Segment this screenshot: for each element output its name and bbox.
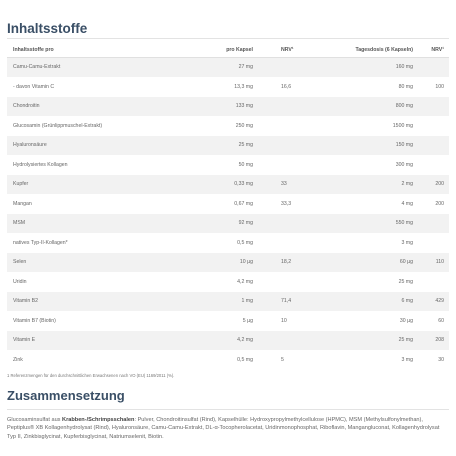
cell-name: MSM — [13, 220, 26, 227]
cell-nrv-daily: 429 — [435, 298, 444, 305]
cell-per-capsule: 250 mg — [235, 122, 253, 129]
table-row — [7, 273, 449, 293]
header-name: Inhaltsstoffe pro — [13, 46, 54, 53]
composition-title: Zusammensetzung — [7, 388, 125, 403]
table-row — [7, 175, 449, 195]
table-row — [7, 156, 449, 176]
cell-nrv-daily: 110 — [435, 259, 444, 266]
cell-nrv-capsule: 10 — [281, 317, 287, 324]
cell-nrv-capsule: 18,2 — [281, 259, 292, 266]
table-row — [7, 234, 449, 254]
cell-name: Zink — [13, 356, 23, 363]
cell-nrv-daily: 60 — [438, 317, 444, 324]
ingredients-table — [7, 42, 449, 370]
cell-per-capsule: 13,3 mg — [234, 83, 253, 90]
cell-daily-dose: 800 mg — [395, 103, 413, 110]
cell-name: Hyaluronsäure — [13, 142, 47, 149]
footnote: 1 Referenzmengen für den durchschnittlichen Erwachsenen nach VO (EU) 1169/2011 (%). — [7, 373, 175, 378]
cell-per-capsule: 27 mg — [238, 64, 253, 71]
cell-nrv-capsule: 33,3 — [281, 200, 292, 207]
cell-name: Chondroitin — [13, 103, 40, 110]
table-row — [7, 58, 449, 78]
cell-name: Vitamin E — [13, 337, 36, 344]
cell-name: Hydrolysiertes Kollagen — [13, 161, 68, 168]
table-header-row — [7, 42, 449, 58]
cell-nrv-capsule: 5 — [281, 356, 284, 363]
cell-per-capsule: 25 mg — [238, 142, 253, 149]
table-row — [7, 136, 449, 156]
cell-daily-dose: 150 mg — [395, 142, 413, 149]
cell-name: natives Typ-II-Kollagen* — [13, 239, 68, 246]
cell-per-capsule: 133 mg — [235, 103, 253, 110]
composition-bold: Krabben-/Schrimpsschalen — [62, 417, 135, 423]
cell-name: Kupfer — [13, 181, 29, 188]
cell-name: Vitamin B7 (Biotin) — [13, 317, 56, 324]
cell-name: Glucosamin (Grünlippmuschel-Extrakt) — [13, 122, 103, 129]
cell-daily-dose: 3 mg — [401, 356, 413, 363]
cell-daily-dose: 80 mg — [398, 83, 413, 90]
composition-divider — [7, 409, 449, 410]
cell-per-capsule: 4,2 mg — [237, 278, 253, 285]
cell-name: Uridin — [13, 278, 27, 285]
cell-nrv-daily: 100 — [435, 83, 444, 90]
cell-name: Camu-Camu-Extrakt — [13, 64, 61, 71]
cell-daily-dose: 1500 mg — [392, 122, 413, 129]
table-row — [7, 97, 449, 117]
cell-per-capsule: 0,33 mg — [234, 181, 253, 188]
composition-text — [7, 416, 447, 441]
header-daily-dose: Tagesdosis (6 Kapseln) — [355, 46, 413, 53]
composition-prefix: Glucosaminsulfat aus — [7, 417, 63, 423]
cell-daily-dose: 25 mg — [398, 278, 413, 285]
cell-daily-dose: 60 µg — [399, 259, 413, 266]
cell-per-capsule: 92 mg — [238, 220, 253, 227]
cell-daily-dose: 2 mg — [401, 181, 413, 188]
cell-name: Mangan — [13, 200, 32, 207]
cell-daily-dose: 160 mg — [395, 64, 413, 71]
table-row — [7, 292, 449, 312]
cell-nrv-daily: 200 — [435, 200, 444, 207]
cell-name: - davon Vitamin C — [13, 83, 55, 90]
cell-per-capsule: 0,5 mg — [237, 356, 253, 363]
cell-per-capsule: 0,67 mg — [234, 200, 253, 207]
table-row — [7, 253, 449, 273]
cell-per-capsule: 1 mg — [241, 298, 253, 305]
cell-per-capsule: 10 µg — [239, 259, 253, 266]
table-row — [7, 214, 449, 234]
cell-nrv-capsule: 16,6 — [281, 83, 292, 90]
header-per-capsule: pro Kapsel — [226, 46, 253, 53]
header-nrv-daily: NRV¹ — [431, 46, 444, 53]
composition-rest: : Pulver, Chondroitinsulfat (Rind), Kapselhülle: Hydroxypropylmethylcellulose (HPMC), MSM (Methylsulfonylmethan), Peptiplus® XB Kollagenhydrolysat (Rind), Hyaluronsäure, Camu-Camu-Extrakt, DL-α-Tocopherolacetat, Uridinmonophosphat, Riboflavin, Mangangluconat, Kollagenhydrolysat Typ II, Zinkbisglycinat, Kupferbisglycinat, Natriumselenit, Biotin. — [7, 417, 440, 440]
cell-daily-dose: 550 mg — [395, 220, 413, 227]
cell-nrv-daily: 208 — [435, 337, 444, 344]
table-row — [7, 117, 449, 137]
cell-nrv-capsule: 33 — [281, 181, 287, 188]
cell-per-capsule: 5 µg — [242, 317, 253, 324]
cell-daily-dose: 300 mg — [395, 161, 413, 168]
table-row — [7, 351, 449, 371]
cell-name: Vitamin B2 — [13, 298, 38, 305]
table-row — [7, 312, 449, 332]
table-row — [7, 195, 449, 215]
cell-daily-dose: 25 mg — [398, 337, 413, 344]
cell-daily-dose: 3 mg — [401, 239, 413, 246]
cell-name: Selen — [13, 259, 27, 266]
cell-nrv-daily: 200 — [435, 181, 444, 188]
section-divider — [7, 38, 449, 39]
section-title: Inhaltsstoffe — [7, 21, 88, 36]
cell-per-capsule: 4,2 mg — [237, 337, 253, 344]
cell-daily-dose: 6 mg — [401, 298, 413, 305]
table-row — [7, 78, 449, 98]
table-row — [7, 331, 449, 351]
cell-daily-dose: 4 mg — [401, 200, 413, 207]
cell-per-capsule: 50 mg — [238, 161, 253, 168]
cell-per-capsule: 0,5 mg — [237, 239, 253, 246]
header-nrv-capsule: NRV¹ — [281, 46, 294, 53]
cell-daily-dose: 30 µg — [399, 317, 413, 324]
cell-nrv-capsule: 71,4 — [281, 298, 292, 305]
cell-nrv-daily: 30 — [438, 356, 444, 363]
